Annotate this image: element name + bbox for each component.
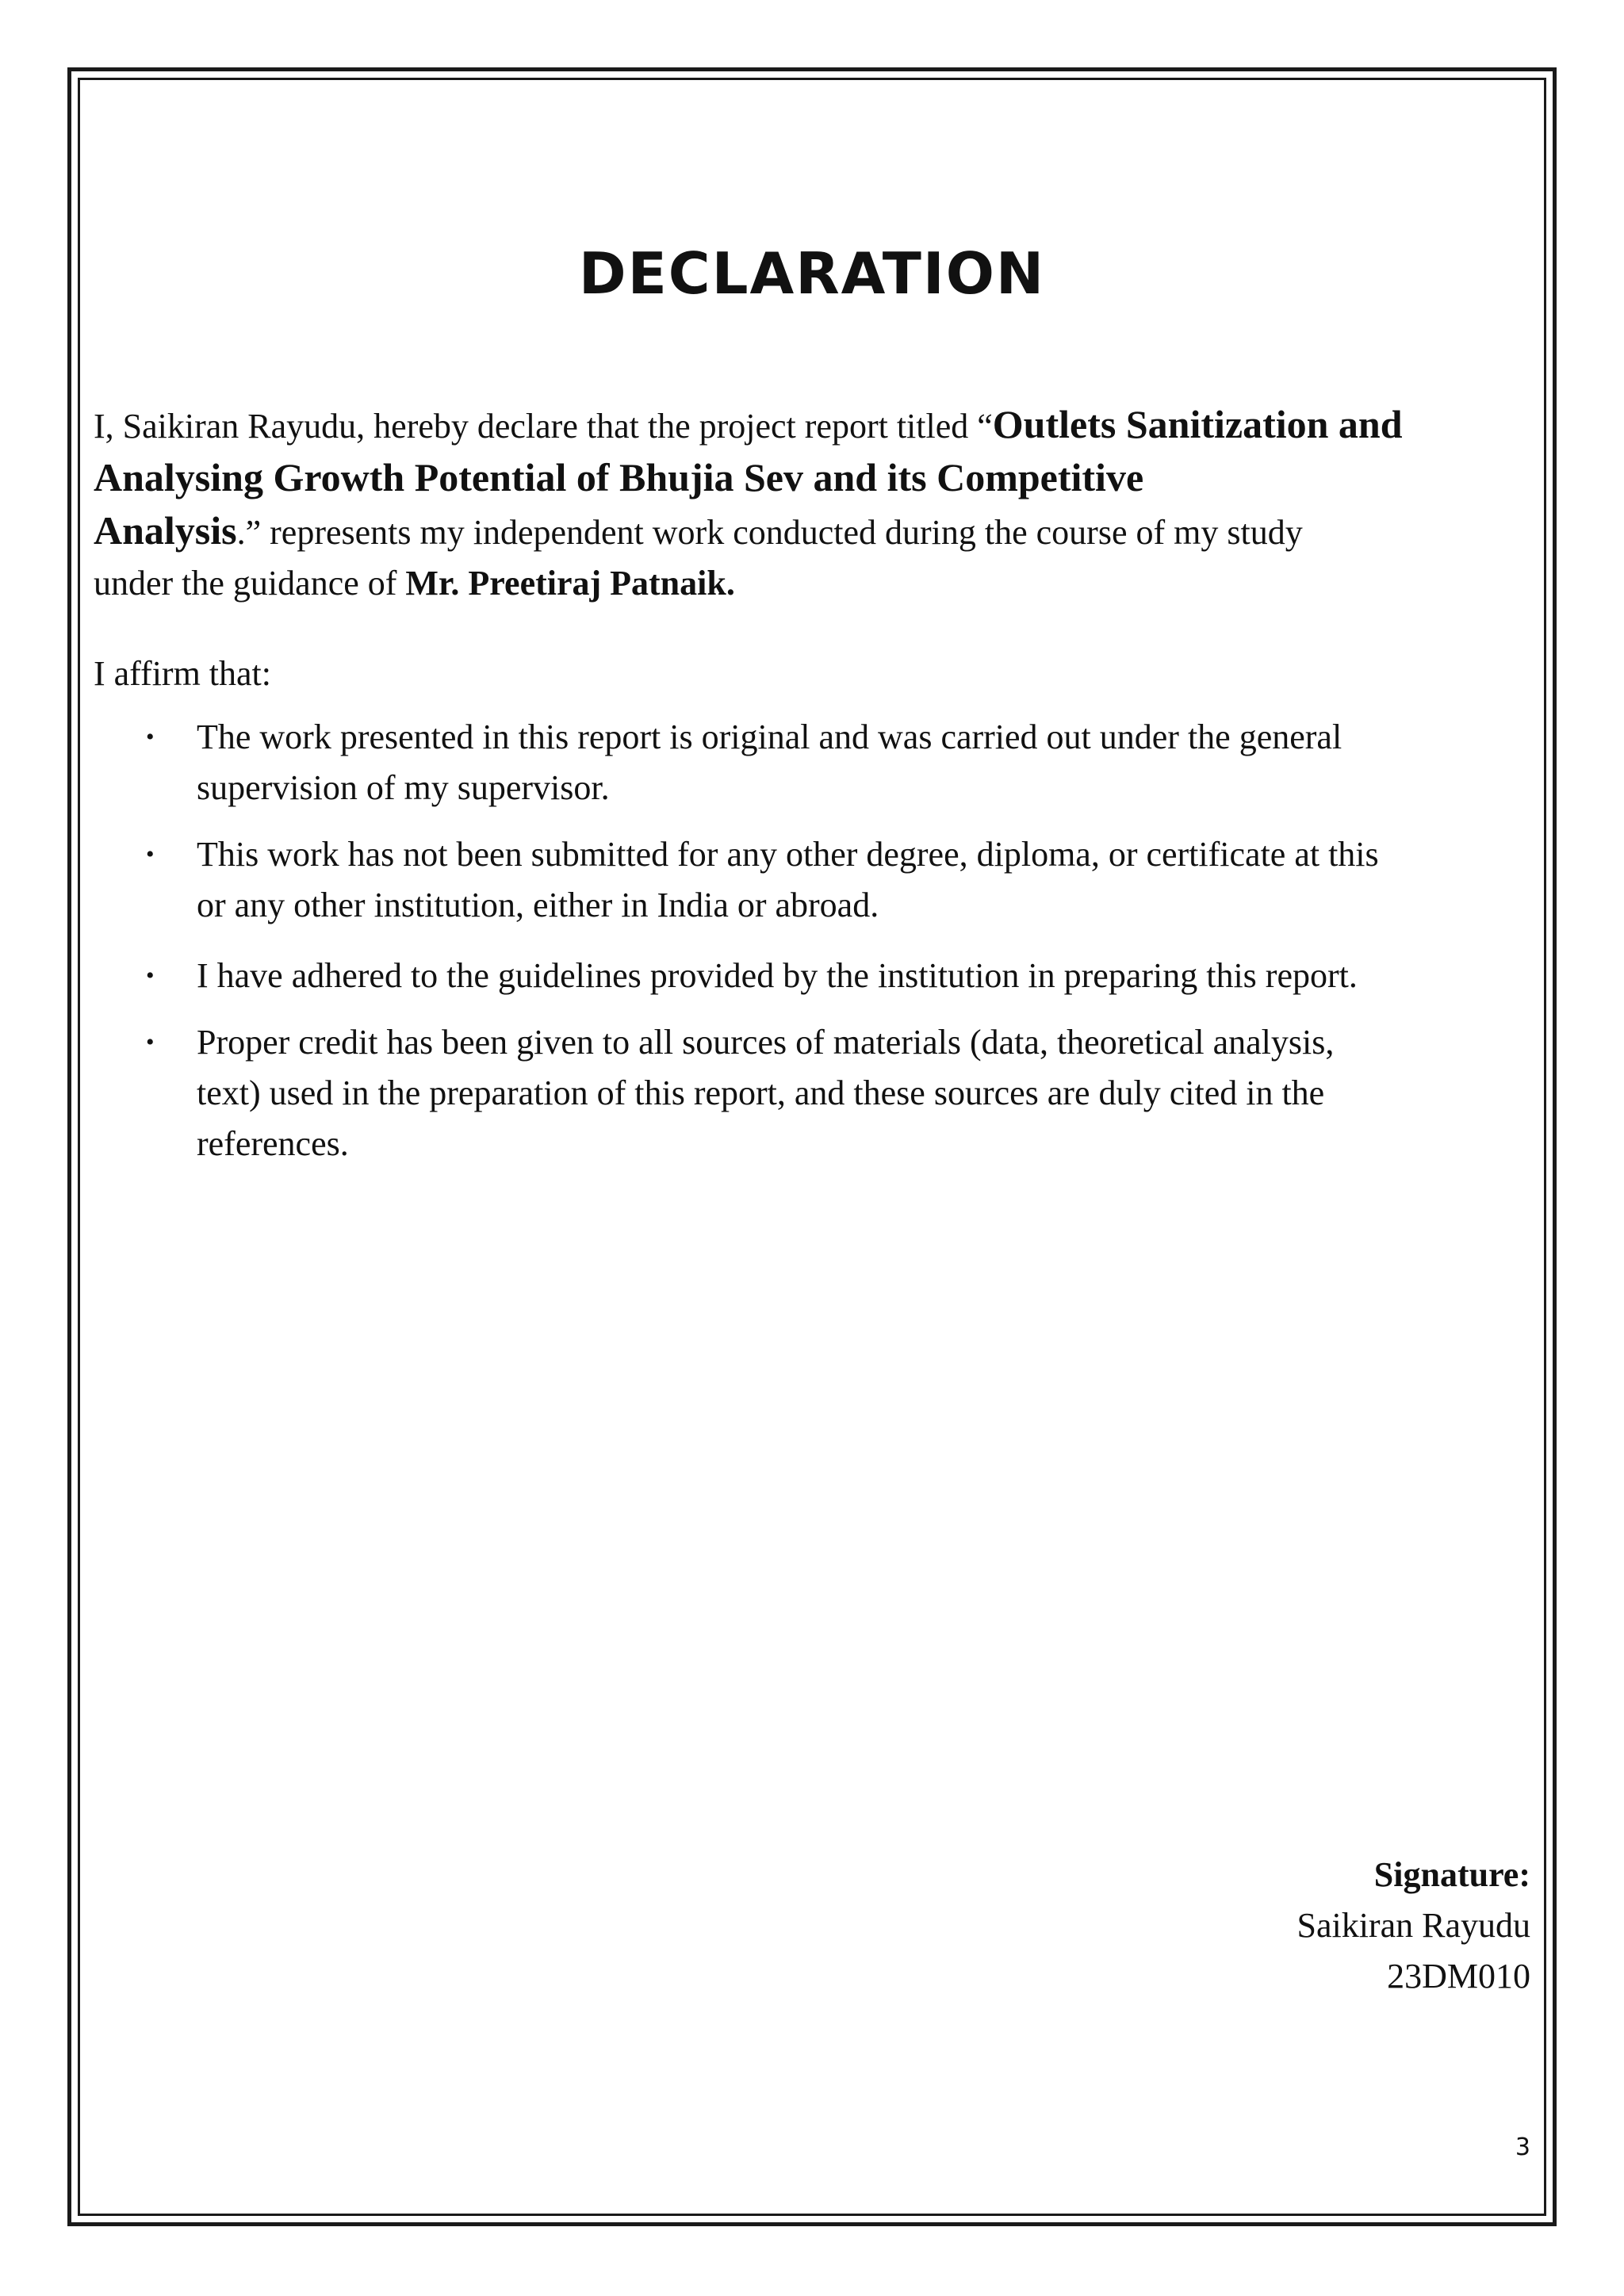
declaration-line-1-text: I, Saikiran Rayudu, hereby declare that the project report titled “ (94, 407, 993, 446)
signatory-id: 23DM010 (1387, 1957, 1530, 1996)
list-item-line: I have adhered to the guidelines provided by the institution in preparing this report. (197, 956, 1358, 995)
list-item-text (197, 829, 1529, 931)
report-title-part-1: Outlets Sanitization and (992, 402, 1403, 446)
declaration-line-3-text: .” represents my independent work conducted during the course of my study (236, 513, 1303, 552)
list-item-text (197, 1017, 1529, 1169)
signature-block (975, 1850, 1530, 2002)
list-item-line: references. (197, 1124, 349, 1163)
declaration-line-4 (94, 558, 1529, 609)
list-item-line: The work presented in this report is original and was carried out under the general (197, 718, 1342, 756)
report-title-part-3: Analysis (94, 508, 237, 553)
bullet-icon: • (146, 962, 155, 989)
declaration-line-2 (94, 452, 1529, 505)
bullet-icon: • (146, 1029, 155, 1055)
list-item (94, 712, 1529, 813)
list-item (94, 829, 1529, 931)
list-item-text (197, 712, 1529, 813)
list-item-text (197, 951, 1529, 1001)
list-item-line: Proper credit has been given to all sources of materials (data, theoretical analysis, (197, 1023, 1335, 1062)
list-item (94, 951, 1529, 1001)
list-item-line: text) used in the preparation of this report, and these sources are duly cited in the (197, 1073, 1325, 1112)
declaration-paragraph (94, 399, 1529, 609)
bullet-icon: • (146, 724, 155, 750)
declaration-line-1 (94, 399, 1529, 452)
report-title-part-2: Analysing Growth Potential of Bhujia Sev and its Competitive (94, 455, 1144, 499)
declaration-line-4-text: under the guidance of (94, 564, 406, 603)
page-content (94, 78, 1530, 2210)
page-number: 3 (1515, 2133, 1530, 2161)
list-item-line: supervision of my supervisor. (197, 768, 610, 807)
page-title: DECLARATION (578, 240, 1046, 307)
affirmation-list (94, 712, 1529, 1185)
bullet-icon: • (146, 841, 155, 867)
list-item (94, 1017, 1529, 1169)
signature-label: Signature: (1373, 1855, 1530, 1894)
list-item-line: This work has not been submitted for any other degree, diploma, or certificate at this (197, 835, 1379, 874)
affirm-heading: I affirm that: (94, 654, 271, 693)
guide-name: Mr. Preetiraj Patnaik. (405, 564, 735, 603)
list-item-line: or any other institution, either in India or abroad. (197, 886, 879, 924)
signatory-name: Saikiran Rayudu (1297, 1906, 1530, 1945)
declaration-line-3 (94, 505, 1529, 558)
